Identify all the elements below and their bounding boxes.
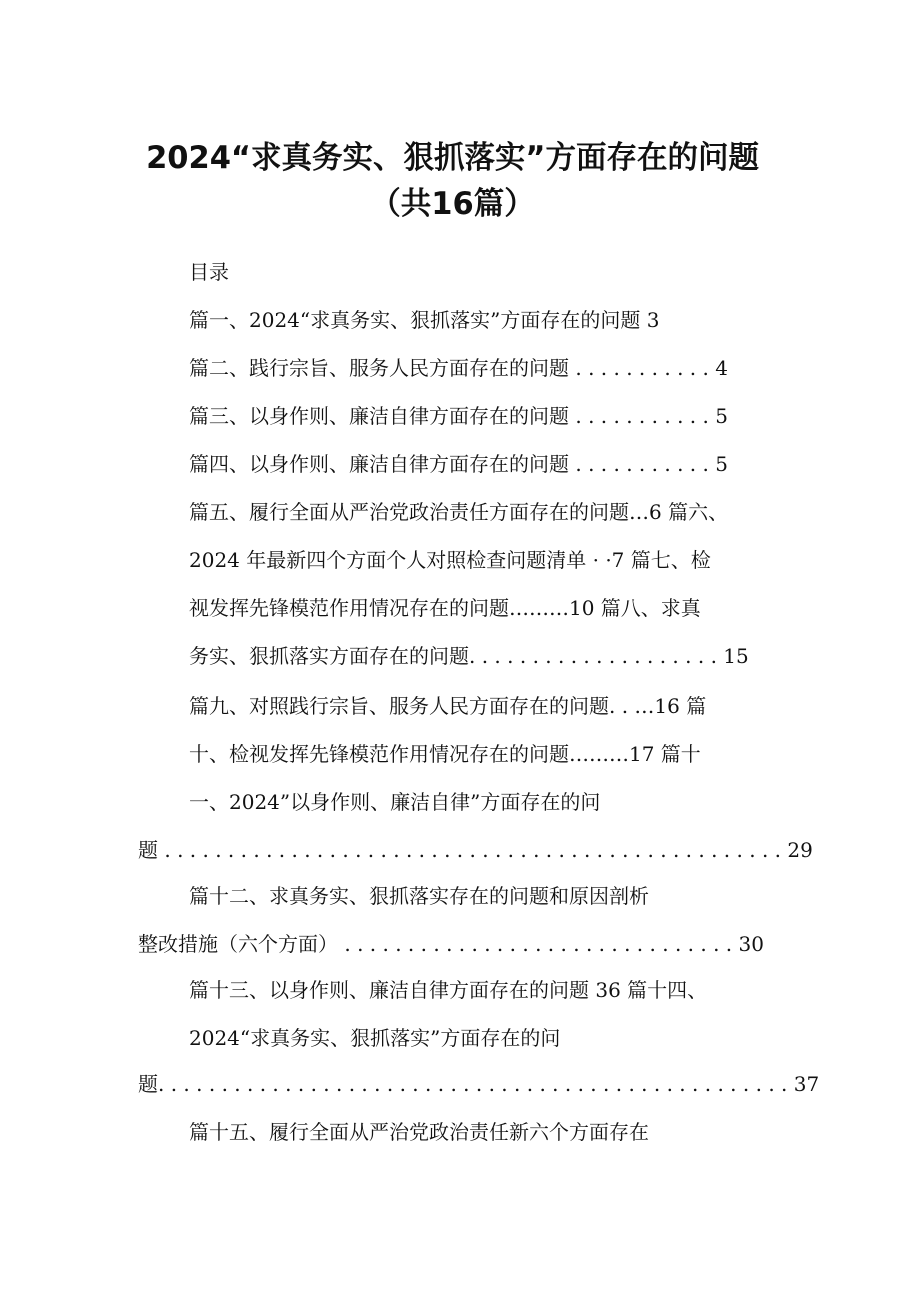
toc-line: 一、2024”以身作则、廉洁自律”方面存在的问 (189, 790, 601, 814)
toc-line: 题 . . . . . . . . . . . . . . . . . . . . . . . . . . . . . . . . . . . . . . . . . . . . . . . . . 29 (138, 838, 813, 862)
toc-line: 2024“求真务实、狠抓落实”方面存在的问 (189, 1026, 561, 1050)
toc-heading: 目录 (189, 260, 229, 284)
toc-line: 篇十三、以身作则、廉洁自律方面存在的问题 36 篇十四、 (189, 978, 708, 1002)
toc-line: 篇四、以身作则、廉洁自律方面存在的问题 . . . . . . . . . . . 5 (189, 452, 728, 476)
toc-line: 篇一、2024“求真务实、狠抓落实”方面存在的问题 3 (189, 308, 660, 332)
toc-line: 篇二、践行宗旨、服务人民方面存在的问题 . . . . . . . . . . . 4 (189, 356, 728, 380)
toc-line: 2024 年最新四个方面个人对照检查问题清单 · ·7 篇七、检 (189, 548, 711, 572)
document-subtitle: （共16篇） (370, 186, 535, 222)
toc-line: 十、检视发挥先锋模范作用情况存在的问题………17 篇十 (189, 742, 701, 766)
toc-line: 篇十五、履行全面从严治党政治责任新六个方面存在 (189, 1120, 649, 1144)
document-title: 2024“求真务实、狠抓落实”方面存在的问题 (146, 140, 759, 176)
toc-line: 题. . . . . . . . . . . . . . . . . . . . . . . . . . . . . . . . . . . . . . . . . . . . . . . . . . 37 (138, 1072, 820, 1096)
toc-line: 篇三、以身作则、廉洁自律方面存在的问题 . . . . . . . . . . . 5 (189, 404, 728, 428)
toc-line: 篇十二、求真务实、狠抓落实存在的问题和原因剖析 (189, 884, 649, 908)
toc-line: 整改措施（六个方面） . . . . . . . . . . . . . . . . . . . . . . . . . . . . . . . 30 (138, 932, 764, 956)
toc-line: 篇九、对照践行宗旨、服务人民方面存在的问题. . …16 篇 (189, 694, 707, 718)
toc-line: 务实、狠抓落实方面存在的问题. . . . . . . . . . . . . . . . . . . . 15 (189, 644, 749, 668)
toc-line: 视发挥先锋模范作用情况存在的问题………10 篇八、求真 (189, 596, 701, 620)
toc-line: 篇五、履行全面从严治党政治责任方面存在的问题…6 篇六、 (189, 500, 729, 524)
